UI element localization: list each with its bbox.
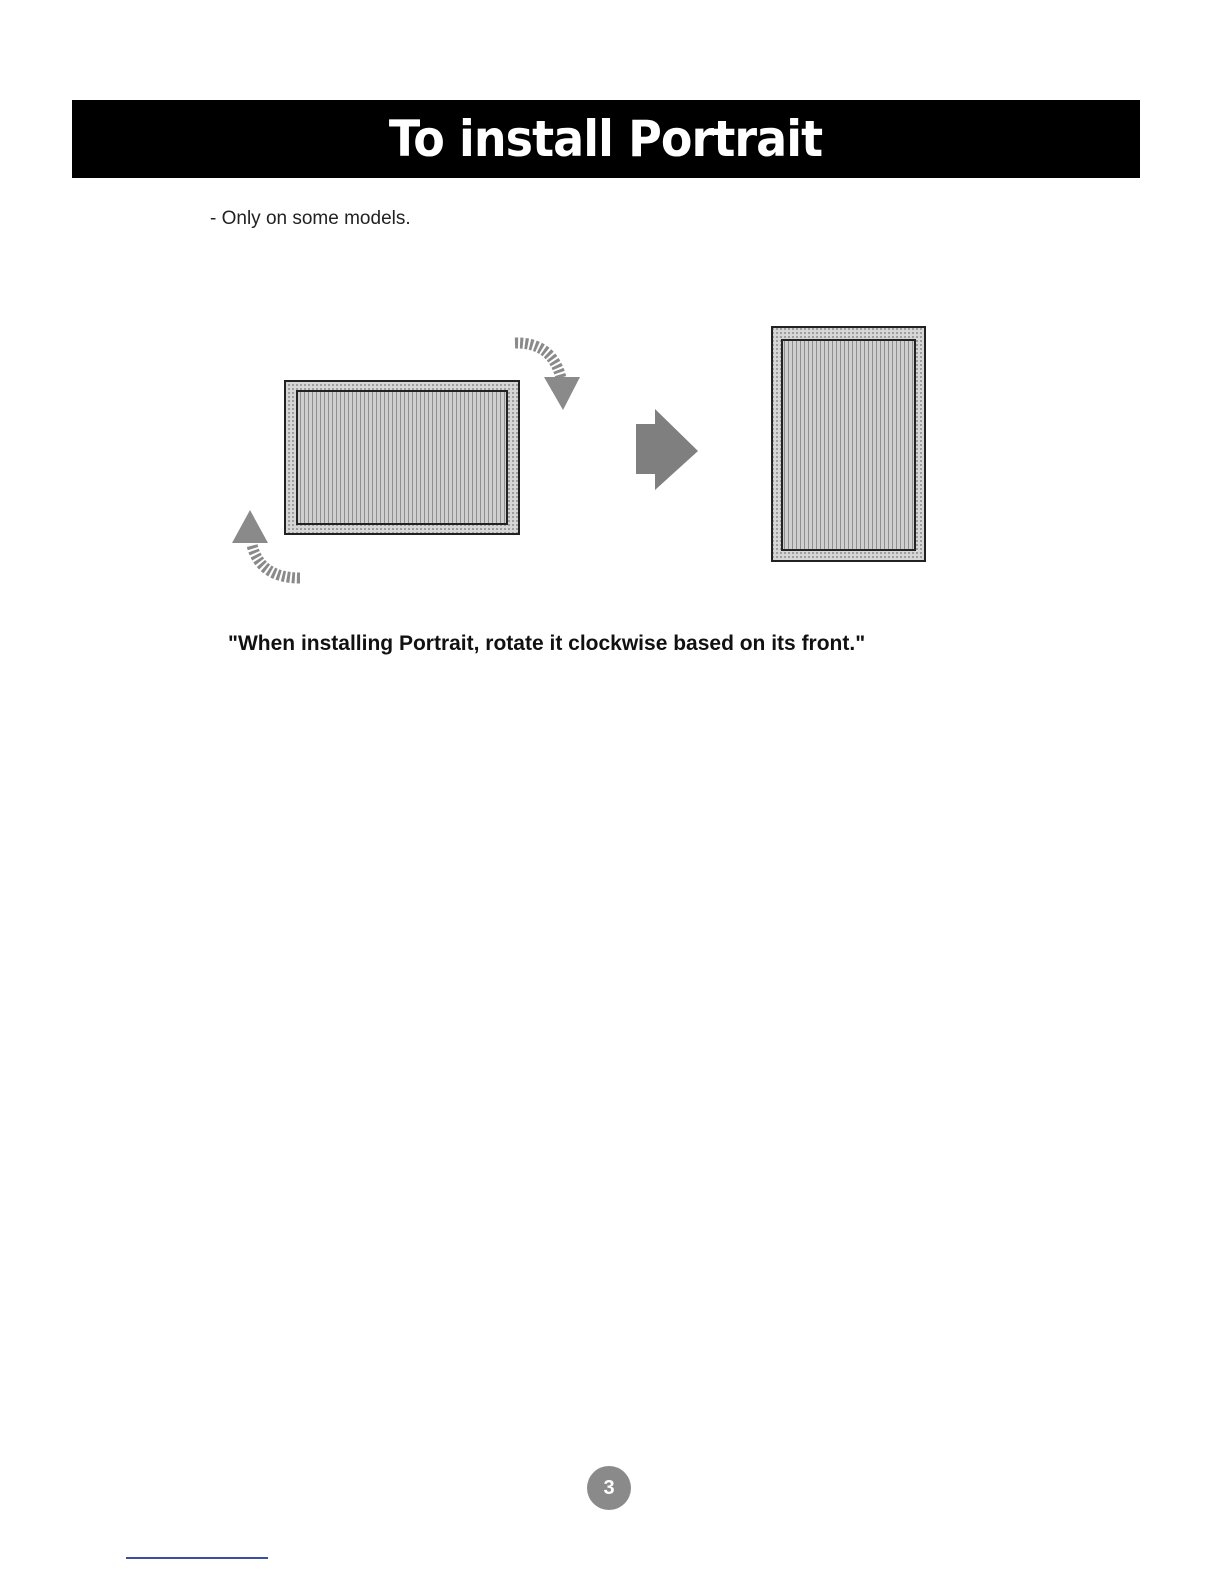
footer-divider	[126, 1557, 268, 1559]
landscape-monitor-icon	[285, 381, 519, 534]
model-note: - Only on some models.	[210, 208, 411, 229]
rotate-clockwise-arrow-icon	[515, 343, 580, 410]
title-bar	[72, 100, 1140, 178]
right-arrow-icon	[636, 409, 698, 490]
rotate-clockwise-arrow-icon	[232, 510, 300, 578]
install-caption: "When installing Portrait, rotate it clockwise based on its front."	[228, 632, 866, 655]
page-number-badge: 3	[587, 1466, 631, 1510]
page-title: To install Portrait	[389, 110, 823, 168]
portrait-monitor-icon	[772, 327, 925, 561]
